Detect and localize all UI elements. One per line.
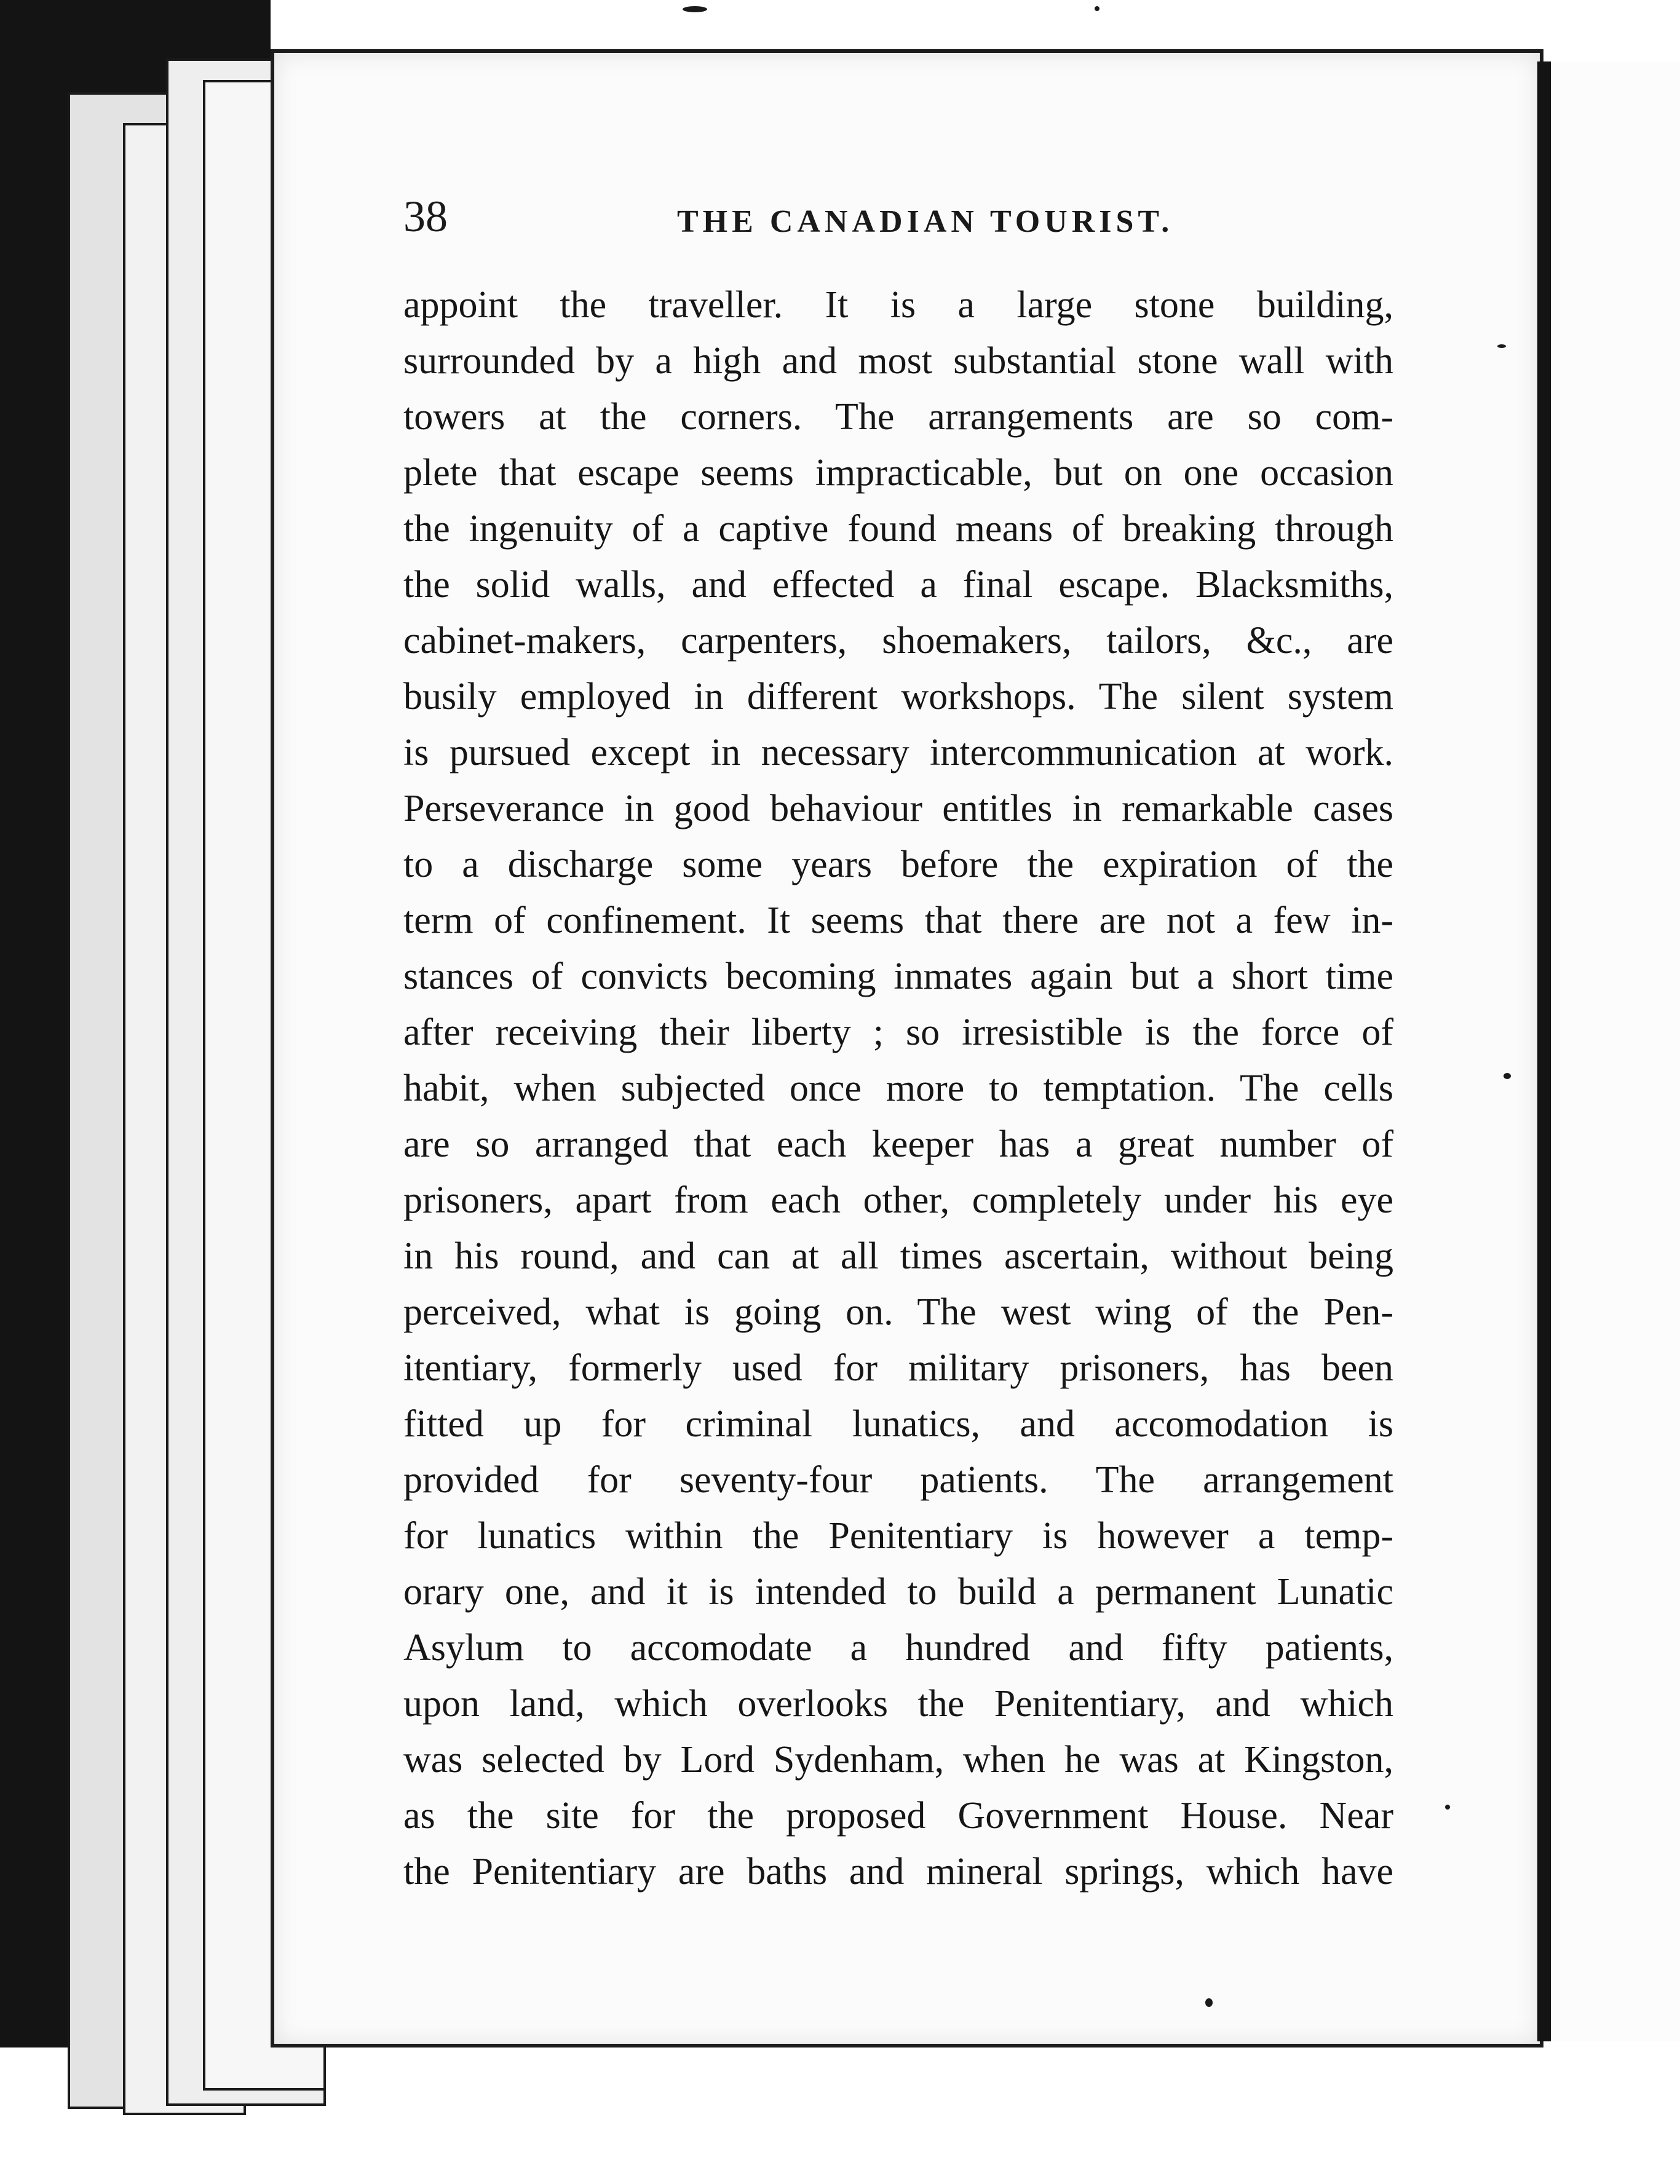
text-line: provided for seventy-four patients. The arrangement bbox=[403, 1459, 1393, 1501]
scan-speck bbox=[1095, 6, 1100, 11]
scan-speck bbox=[683, 6, 707, 12]
page-content bbox=[403, 191, 1618, 1900]
scan-speck bbox=[1497, 344, 1506, 348]
text-line: is pursued except in necessary intercommunication at work. bbox=[403, 732, 1393, 774]
text-line: cabinet-makers, carpenters, shoemakers, tailors, &c., are bbox=[403, 620, 1393, 662]
text-line: towers at the corners. The arrangements are so com- bbox=[403, 396, 1393, 438]
text-line: in his round, and can at all times ascertain, without being bbox=[403, 1235, 1393, 1277]
text-line: was selected by Lord Sydenham, when he was at Kingston, bbox=[403, 1739, 1393, 1781]
text-line: plete that escape seems impracticable, but on one occasion bbox=[403, 452, 1393, 494]
body-text bbox=[403, 277, 1618, 1900]
text-line: perceived, what is going on. The west wing of the Pen- bbox=[403, 1291, 1393, 1333]
text-line: after receiving their liberty ; so irresistible is the force of bbox=[403, 1011, 1393, 1053]
text-line: stances of convicts becoming inmates again but a short time bbox=[403, 956, 1393, 997]
text-line: for lunatics within the Penitentiary is however a temp- bbox=[403, 1515, 1393, 1557]
scan-speck bbox=[1504, 1073, 1511, 1079]
text-line: as the site for the proposed Government House. Near bbox=[403, 1795, 1393, 1837]
scan-speck bbox=[1445, 1805, 1450, 1810]
text-line: the Penitentiary are baths and mineral springs, which have bbox=[403, 1851, 1393, 1893]
text-line: Perseverance in good behaviour entitles in remarkable cases bbox=[403, 788, 1393, 829]
running-head bbox=[403, 191, 1418, 259]
text-line: are so arranged that each keeper has a great number of bbox=[403, 1123, 1393, 1165]
text-line: Asylum to accomodate a hundred and fifty patients, bbox=[403, 1627, 1393, 1669]
text-line: term of confinement. It seems that there are not a few in- bbox=[403, 900, 1393, 941]
text-line: busily employed in different workshops. The silent system bbox=[403, 676, 1393, 718]
page-number: 38 bbox=[403, 192, 448, 241]
text-line: fitted up for criminal lunatics, and accomodation is bbox=[403, 1403, 1393, 1445]
text-line: orary one, and it is intended to build a permanent Lunatic bbox=[403, 1571, 1393, 1613]
text-line: prisoners, apart from each other, completely under his eye bbox=[403, 1179, 1393, 1221]
book-page bbox=[271, 49, 1543, 2048]
running-header-title: THE CANADIAN TOURIST. bbox=[677, 204, 1174, 239]
adjacent-page bbox=[1537, 61, 1680, 2041]
text-line: upon land, which overlooks the Penitentiary, and which bbox=[403, 1683, 1393, 1725]
text-line: appoint the traveller. It is a large stone building, bbox=[403, 284, 1393, 326]
text-line: itentiary, formerly used for military prisoners, has been bbox=[403, 1347, 1393, 1389]
scan-speck bbox=[1205, 1998, 1213, 2007]
text-line: the solid walls, and effected a final escape. Blacksmiths, bbox=[403, 564, 1393, 606]
text-line: to a discharge some years before the expiration of the bbox=[403, 844, 1393, 885]
text-line: habit, when subjected once more to temptation. The cells bbox=[403, 1067, 1393, 1109]
text-line: the ingenuity of a captive found means of breaking through bbox=[403, 508, 1393, 550]
text-line: surrounded by a high and most substantial stone wall with bbox=[403, 340, 1393, 382]
